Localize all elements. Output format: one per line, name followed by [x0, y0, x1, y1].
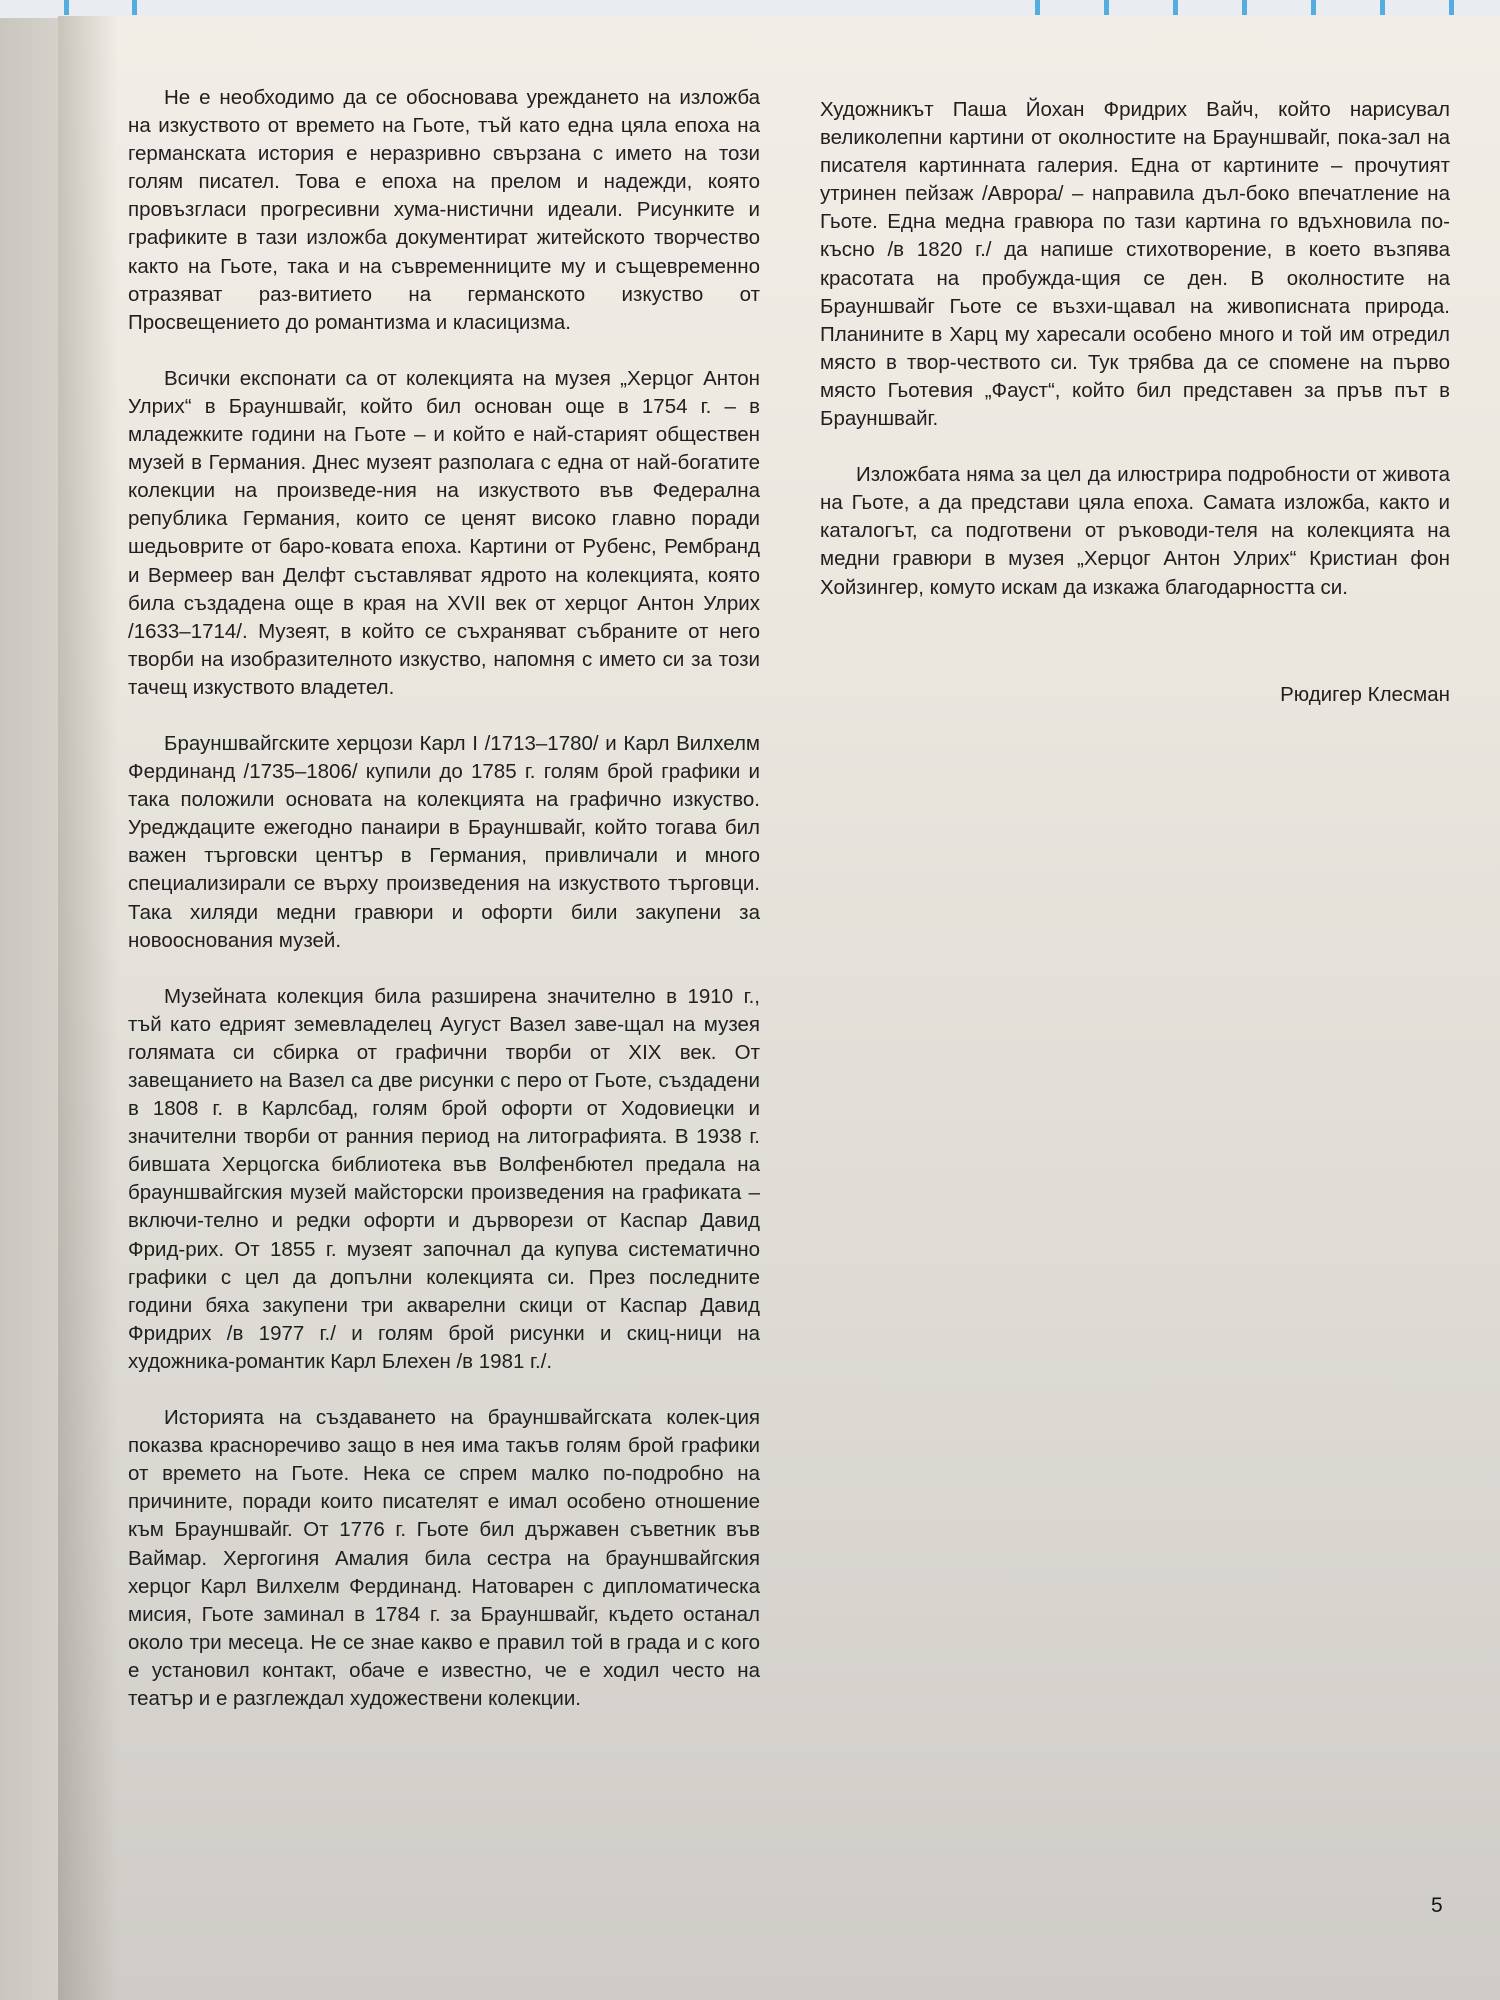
- paragraph: Не е необходимо да се обосновава уреждането на изложба на изкуството от времето на Гьоте, тъй като една цяла епоха на германската история е неразривно свързана с името на този голям писател. Това е епоха на прелом и надежди, която провъзгласи прогресивни хума-нистични идеали. Рисунките и графиките в тази изложба документират житейското творчество както на Гьоте, така и на съвременниците му и същевременно отразяват раз-витието на германското изкуство от Просвещението до романтизма и класицизма.: [128, 86, 760, 334]
- paragraph: Изложбата няма за цел да илюстрира подробности от живота на Гьоте, а да представи цяла епоха. Самата изложба, както и каталогът, са подготвени от ръководи-теля на колекцията на медни гравюри в музея „Херцог Антон Улрих“ Кристиан фон Хойзингер, комуто искам да изкажа благодарността си.: [820, 463, 1450, 599]
- right-text-column: [820, 96, 1450, 630]
- tab-tick: [1035, 0, 1040, 15]
- paragraph: Всички експонати са от колекцията на музея „Херцог Антон Улрих“ в Брауншвайг, който бил основан още в 1754 г. – в младежките години на Гьоте – и който е най-старият обществен музей в Германия. Днес музеят разполага с една от най-богатите колекции на произведе-ния на изкуството във Федерална република Германия, които се ценят високо главно поради шедьоврите от баро-ковата епоха. Картини от Рубенс, Рембранд и Вермеер ван Делфт съставляват ядрото на колекцията, която била създадена още в края на XVII век от херцог Антон Улрих /1633–1714/. Музеят, в който се съхраняват събраните от него творби на изобразителното изкуство, напомня с името си за този тачещ изкуството владетел.: [128, 366, 760, 699]
- tab-tick: [1311, 0, 1316, 15]
- author-signature: Рюдигер Клесман: [1280, 683, 1450, 706]
- paragraph: Музейната колекция била разширена значително в 1910 г., тъй като едрият земевладелец Аугуст Вазел заве-щал на музея голямата си сбирка от графични творби от XIX век. От завещанието на Вазел са две рисунки с перо от Гьоте, създадени в 1808 г. в Карлсбад, голям брой офорти от Ходовиецки и значителни творби от ранния период на литографията. В 1938 г. бившата Херцогска библиотека във Волфенбютел предала на брауншвайгския музей майсторски произведения на графиката – включи-телно и редки офорти и дърворези от Каспар Давид Фрид-рих. От 1855 г. музеят започнал да купува систематично графики с цел да допълни колекцията си. През последните години бяха закупени три акварелни скици от Каспар Давид Фридрих /в 1977 г./ и голям брой рисунки и скиц-ници на художника-романтик Карл Блехен /в 1981 г./.: [128, 984, 760, 1373]
- tab-tick: [64, 0, 69, 15]
- tab-tick: [132, 0, 137, 15]
- left-text-column: [128, 84, 760, 1741]
- tab-tick: [1104, 0, 1109, 15]
- paragraph: Историята на създаването на брауншвайгската колек-ция показва красноречиво защо в нея има такъв голям брой графики от времето на Гьоте. Нека се спрем малко по-подробно на причините, поради които писателят е имал особено отношение към Брауншвайг. От 1776 г. Гьоте бил държавен съветник във Ваймар. Хергогиня Амалия била сестра на брауншвайгския херцог Карл Вилхелм Фердинанд. Натоварен с дипломатическа мисия, Гьоте заминал в 1784 г. за Брауншвайг, където останал около три месеца. Не се знае какво е правил той в града и с кого е установил контакт, обаче е известно, че е ходил често на театър и е разглеждал художествени колекции.: [128, 1406, 760, 1710]
- book-gutter-shadow: [0, 0, 58, 2000]
- tab-tick: [1173, 0, 1178, 15]
- tab-tick: [1242, 0, 1247, 15]
- paragraph: Брауншвайгските херцози Карл I /1713–1780/ и Карл Вилхелм Фердинанд /1735–1806/ купили до 1785 г. голям брой графики и така положили основата на колекцията на графично изкуство. Уредждаците ежегодно панаири в Брауншвайг, който тогава бил важен търговски център в Германия, привличали и много специализирали се върху произведения на изкуството търговци. Така хиляди медни гравюри и офорти били закупени за новооснования музей.: [128, 731, 760, 952]
- page-number: 5: [1431, 1894, 1443, 1917]
- paragraph: Художникът Паша Йохан Фридрих Вайч, който нарисувал великолепни картини от околностите на Брауншвайг, пока-зал на писателя картинната галерия. Една от картините – прочутият утринен пейзаж /Аврора/ – направила дъл-боко впечатление на Гьоте. Една медна гравюра по тази картина го вдъхновила по-късно /в 1820 г./ да напише стихотворение, в което възпява красотата на пробужда-щия се ден. В околностите на Брауншвайг Гьоте се възхи-щавал на живописната природа. Планините в Харц му харесали особено много и той им отредил място в твор-чеството си. Тук трябва да се спомене на първо място Гьотевия „Фауст“, който бил представен за пръв път в Брауншвайг.: [820, 98, 1450, 431]
- tab-tick: [1449, 0, 1454, 15]
- tab-tick: [1380, 0, 1385, 15]
